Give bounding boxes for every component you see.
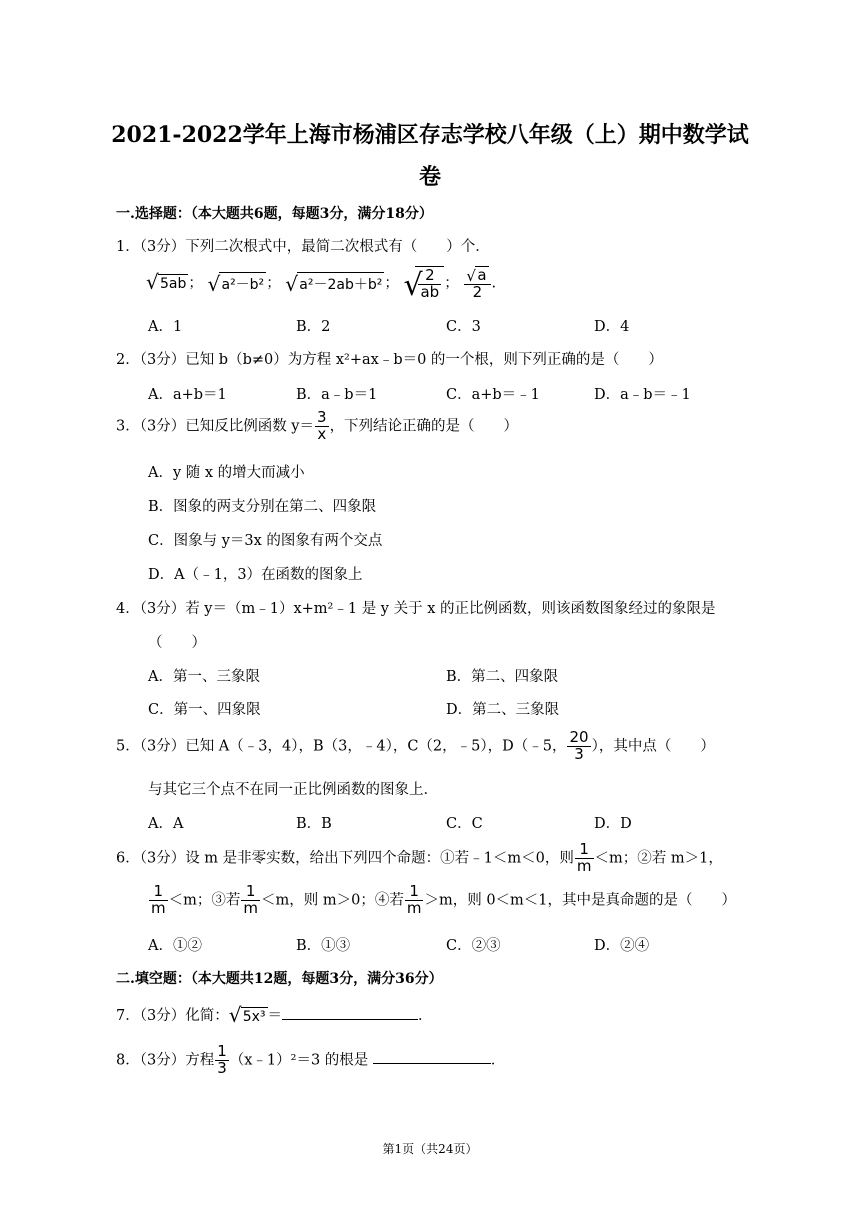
- question-5-option-b: B．B: [296, 816, 332, 832]
- question-5-option-c: C．C: [446, 816, 483, 832]
- section-heading-choice: 一.选择题：（本大题共6题，每题3分，满分18分）: [116, 206, 433, 222]
- question-4-option-b: B．第二、四象限: [446, 669, 559, 685]
- question-5-stem: 5．（3分）已知 A（﹣3，4），B（3，﹣4），C（2，﹣5），D（﹣5， $\frac{20}{3}$ ），其中点（ ）: [116, 728, 715, 763]
- question-6-stem-line1: 6．（3分）设 m 是非零实数，给出下列四个命题：①若﹣1＜m＜0，则 $\frac{1}{m}$ ＜m；②若 m＞1，: [116, 840, 723, 875]
- question-1-option-d: D．4: [594, 319, 630, 335]
- question-5-option-a: A．A: [148, 816, 184, 832]
- question-3-option-d: D．A（﹣1，3）在函数的图象上: [148, 567, 363, 583]
- question-3-option-a: A．y 随 x 的增大而减小: [148, 465, 305, 481]
- question-6-stem-line2: $\frac{1}{m}$ ＜m；③若 $\frac{1}{m}$ ＜m，则 m＞0；④若 $\frac{1}{m}$ ＞m，则 0＜m＜1，其中是真命题的是（ ）: [151, 882, 737, 917]
- question-1-option-b: B．2: [296, 319, 331, 335]
- question-2-option-b: B．a﹣b＝1: [296, 387, 378, 403]
- question-1-stem: 1．（3分）下列二次根式中，最简二次根式有（ ）个．: [116, 239, 490, 255]
- question-6-option-d: D．②④: [594, 938, 650, 954]
- question-1-option-c: C．3: [446, 319, 481, 335]
- radical-4: √ $\frac{2}{ab}$: [403, 266, 444, 301]
- question-4-option-a: A．第一、三象限: [148, 669, 260, 685]
- question-6-option-c: C．②③: [446, 938, 501, 954]
- question-4-stem-bracket: （ ）: [148, 635, 206, 651]
- page-title-line1: 2021-2022学年上海市杨浦区存志学校八年级（上）期中数学试: [111, 122, 749, 148]
- radical-3: √ a²－2ab＋b²: [285, 272, 383, 297]
- question-5-stem-line2: 与其它三个点不在同一正比例函数的图象上．: [148, 782, 438, 798]
- page-footer: 第1页（共24页）: [382, 1142, 478, 1156]
- question-3-stem: 3．（3分）已知反比例函数 y＝ $\frac{3}{x}$ ，下列结论正确的是（ ）: [116, 408, 519, 443]
- question-2-option-c: C．a+b＝﹣1: [446, 387, 540, 403]
- question-5-option-d: D．D: [594, 816, 632, 832]
- radical-2: √ a²－b²: [207, 272, 265, 297]
- question-3-option-b: B．图象的两支分别在第二、四象限: [148, 499, 377, 515]
- answer-blank-8[interactable]: [373, 1063, 491, 1064]
- question-4-option-d: D．第二、三象限: [446, 702, 560, 718]
- question-2-option-d: D．a﹣b＝﹣1: [594, 387, 691, 403]
- question-7-stem: 7．（3分）化简： √ 5x³ ＝ ．: [116, 1003, 433, 1027]
- page-title-line2: 卷: [418, 164, 441, 190]
- question-3-option-c: C．图象与 y＝3x 的图象有两个交点: [148, 533, 383, 549]
- question-8-stem: 8．（3分）方程 $\frac{1}{3}$ （x﹣1）²＝3 的根是 ．: [116, 1042, 506, 1077]
- question-1-radicals: √ 5ab ； √ a²－b² ； √ a²－2ab＋b² ； √ $\frac{2}{ab}$ ； √ a 2 .: [146, 266, 497, 303]
- question-6-option-b: B．①③: [296, 938, 351, 954]
- question-4-stem: 4．（3分）若 y＝（m﹣1）x+m²﹣1 是 y 关于 x 的正比例函数，则该函数图象经过的象限是: [116, 601, 716, 617]
- question-2-stem: 2．（3分）已知 b（b≠0）为方程 x²+ax﹣b＝0 的一个根，则下列正确的是（ ）: [116, 352, 663, 368]
- question-1-option-a: A．1: [148, 319, 183, 335]
- section-heading-fill: 二.填空题：（本大题共12题，每题3分，满分36分）: [116, 971, 443, 987]
- question-2-option-a: A．a+b＝1: [148, 387, 227, 403]
- answer-blank-7[interactable]: [282, 1019, 418, 1020]
- radical-5: √ a 2: [464, 266, 490, 301]
- question-4-option-c: C．第一、四象限: [148, 702, 261, 718]
- radical-1: √ 5ab: [146, 270, 187, 295]
- question-6-option-a: A．①②: [148, 938, 202, 954]
